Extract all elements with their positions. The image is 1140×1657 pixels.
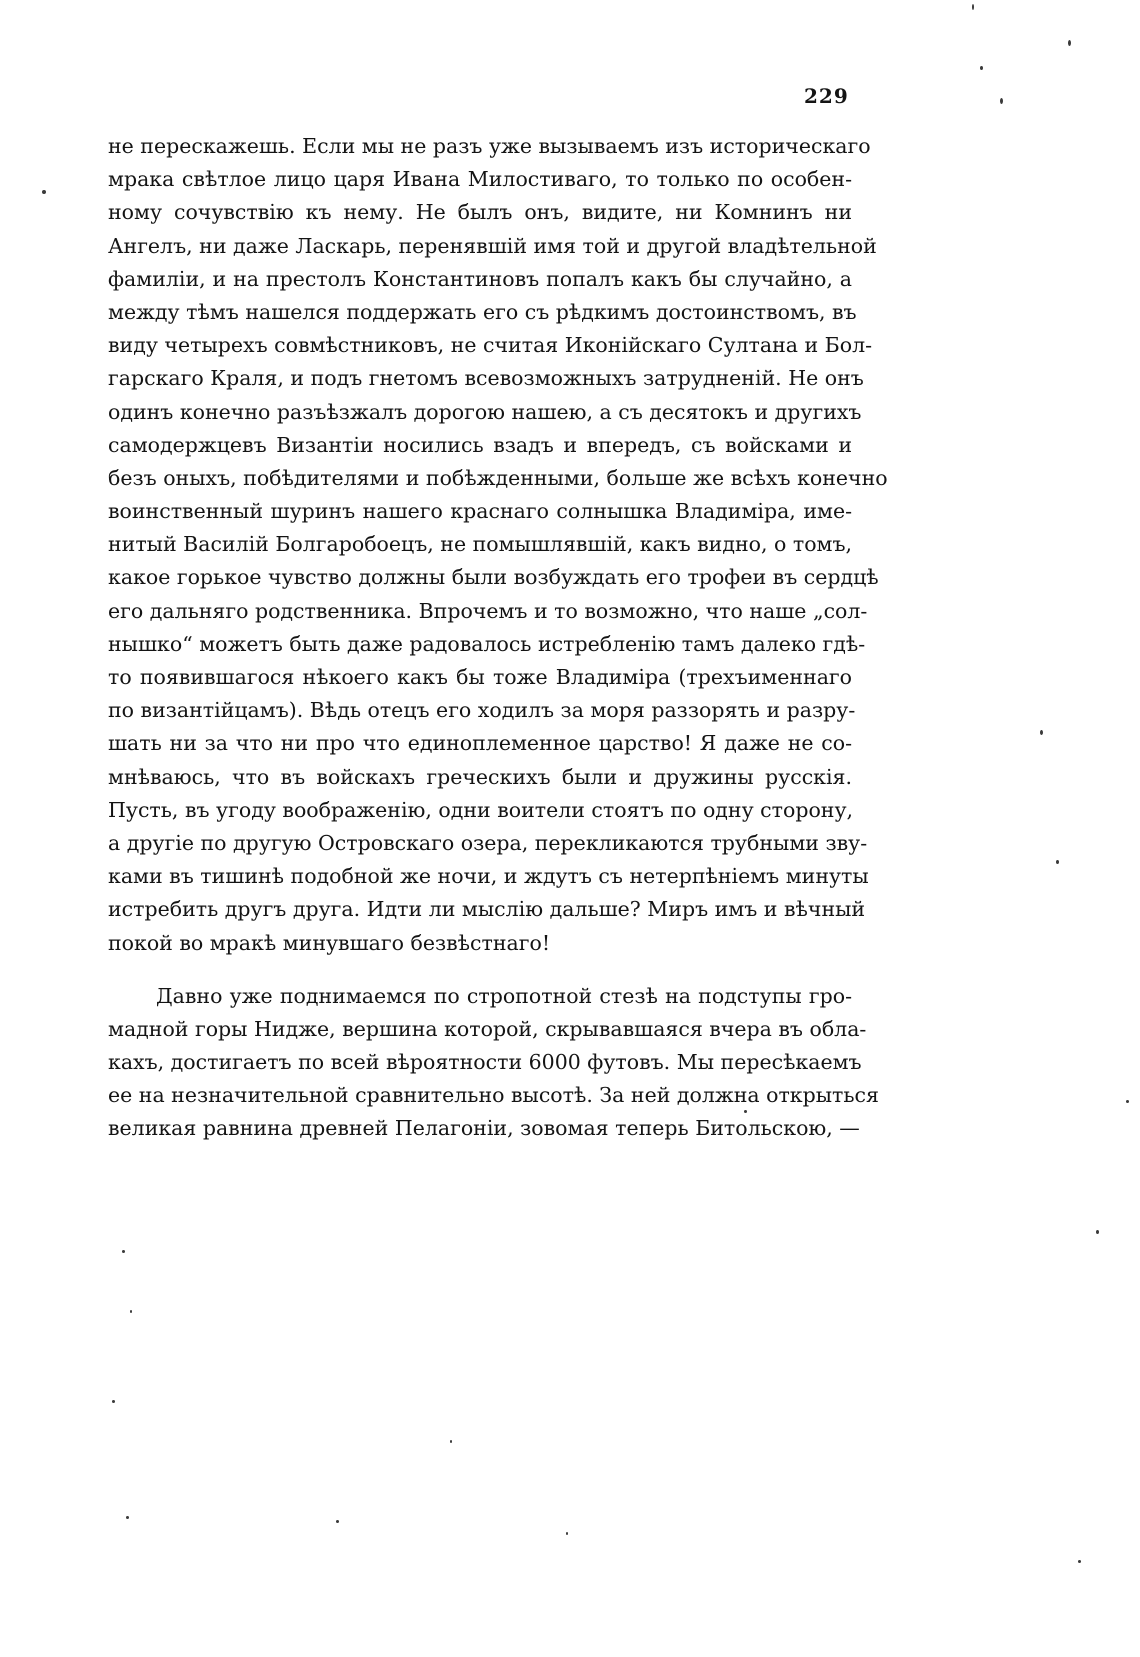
scan-speck bbox=[130, 1310, 132, 1313]
text-line: а другіе по другую Островскаго озера, перекликаются трубными зву- bbox=[108, 830, 868, 855]
text-line: по византійцамъ). Вѣдь отецъ его ходилъ за моря раззорять и разру- bbox=[108, 698, 856, 723]
text-line: истребить другъ друга. Идти ли мыслію дальше? Миръ имъ и вѣчный bbox=[108, 897, 866, 922]
scan-speck bbox=[1000, 98, 1003, 104]
text-line: виду четырехъ совмѣстниковъ, не считая Иконійскаго Султана и Бол- bbox=[108, 333, 873, 358]
text-line: одинъ конечно разъѣзжалъ дорогою нашею, а съ десятокъ и другихъ bbox=[108, 399, 862, 424]
scan-speck bbox=[744, 1110, 747, 1113]
text-line: мрака свѣтлое лицо царя Ивана Милостиваго, то только по особен- bbox=[108, 167, 852, 192]
scan-speck bbox=[566, 1532, 568, 1535]
scan-speck bbox=[1068, 40, 1071, 46]
scan-speck bbox=[450, 1440, 452, 1443]
scan-speck bbox=[336, 1520, 339, 1523]
text-line: покой во мракѣ минувшаго безвѣстнаго! bbox=[108, 930, 551, 955]
page-number: 229 bbox=[804, 84, 849, 108]
text-line: то появившагося нѣкоего какъ бы тоже Владиміра (трехъименнаго bbox=[108, 665, 852, 689]
text-line: фамиліи, и на престолъ Константиновъ попалъ какъ бы случайно, а bbox=[108, 266, 852, 291]
text-line: Ангелъ, ни даже Ласкарь, перенявшій имя той и другой владѣтельной bbox=[108, 233, 877, 258]
body-text bbox=[108, 130, 888, 1146]
text-line: самодержцевъ Византіи носились взадъ и впередъ, съ войсками и bbox=[108, 432, 852, 457]
text-line: ками въ тишинѣ подобной же ночи, и ждутъ съ нетерпѣніемъ минуты bbox=[108, 864, 869, 889]
scan-speck bbox=[1056, 860, 1059, 864]
text-line: ному сочувствію къ нему. Не былъ онъ, видите, ни Комнинъ ни bbox=[108, 200, 852, 225]
text-line: не перескажешь. Если мы не разъ уже вызываемъ изъ историческаго bbox=[108, 134, 871, 158]
scan-speck bbox=[1078, 1560, 1081, 1563]
scan-speck bbox=[1126, 1100, 1129, 1103]
scan-speck bbox=[972, 4, 974, 10]
scan-speck bbox=[1096, 1230, 1099, 1234]
text-line: ее на незначительной сравнительно высотѣ. За ней должна открыться bbox=[108, 1083, 879, 1108]
text-line: Пусть, въ угоду воображенію, одни воители стоятъ по одну сторону, bbox=[108, 797, 854, 822]
text-line: мадной горы Нидже, вершина которой, скрывавшаяся вчера въ обла- bbox=[108, 1016, 867, 1041]
text-line: Давно уже поднимаемся по стропотной стезѣ на подступы гро- bbox=[156, 983, 852, 1008]
text-line: кахъ, достигаетъ по всей вѣроятности 6000 футовъ. Мы пересѣкаемъ bbox=[108, 1050, 862, 1075]
text-line: нышко“ можетъ быть даже радовалось истребленію тамъ далеко гдѣ- bbox=[108, 631, 866, 656]
text-line: между тѣмъ нашелся поддержать его съ рѣдкимъ достоинствомъ, въ bbox=[108, 299, 857, 324]
text-line: мнѣваюсь, что въ войскахъ греческихъ были и дружины русскія. bbox=[108, 764, 852, 789]
scan-speck bbox=[1040, 730, 1043, 735]
text-line: нитый Василій Болгаробоецъ, не помышлявшій, какъ видно, о томъ, bbox=[108, 532, 853, 557]
scan-speck bbox=[980, 66, 983, 70]
scan-speck bbox=[126, 1516, 129, 1519]
scan-speck bbox=[112, 1400, 115, 1403]
text-line: воинственный шуринъ нашего краснаго солнышка Владиміра, име- bbox=[108, 499, 852, 524]
text-line: гарскаго Краля, и подъ гнетомъ всевозможныхъ затрудненій. Не онъ bbox=[108, 366, 864, 391]
text-line: великая равнина древней Пелагоніи, зовомая теперь Битольскою, — bbox=[108, 1116, 860, 1141]
text-line: какое горькое чувство должны были возбуждать его трофеи въ сердцѣ bbox=[108, 565, 879, 590]
scan-speck bbox=[42, 190, 46, 194]
scan-speck bbox=[122, 1250, 125, 1253]
text-line: его дальняго родственника. Впрочемъ и то возможно, что наше „сол- bbox=[108, 598, 868, 623]
text-line: безъ оныхъ, побѣдителями и побѣжденными, больше же всѣхъ конечно bbox=[108, 465, 888, 490]
text-line: шать ни за что ни про что единоплеменное царство! Я даже не со- bbox=[108, 731, 852, 756]
